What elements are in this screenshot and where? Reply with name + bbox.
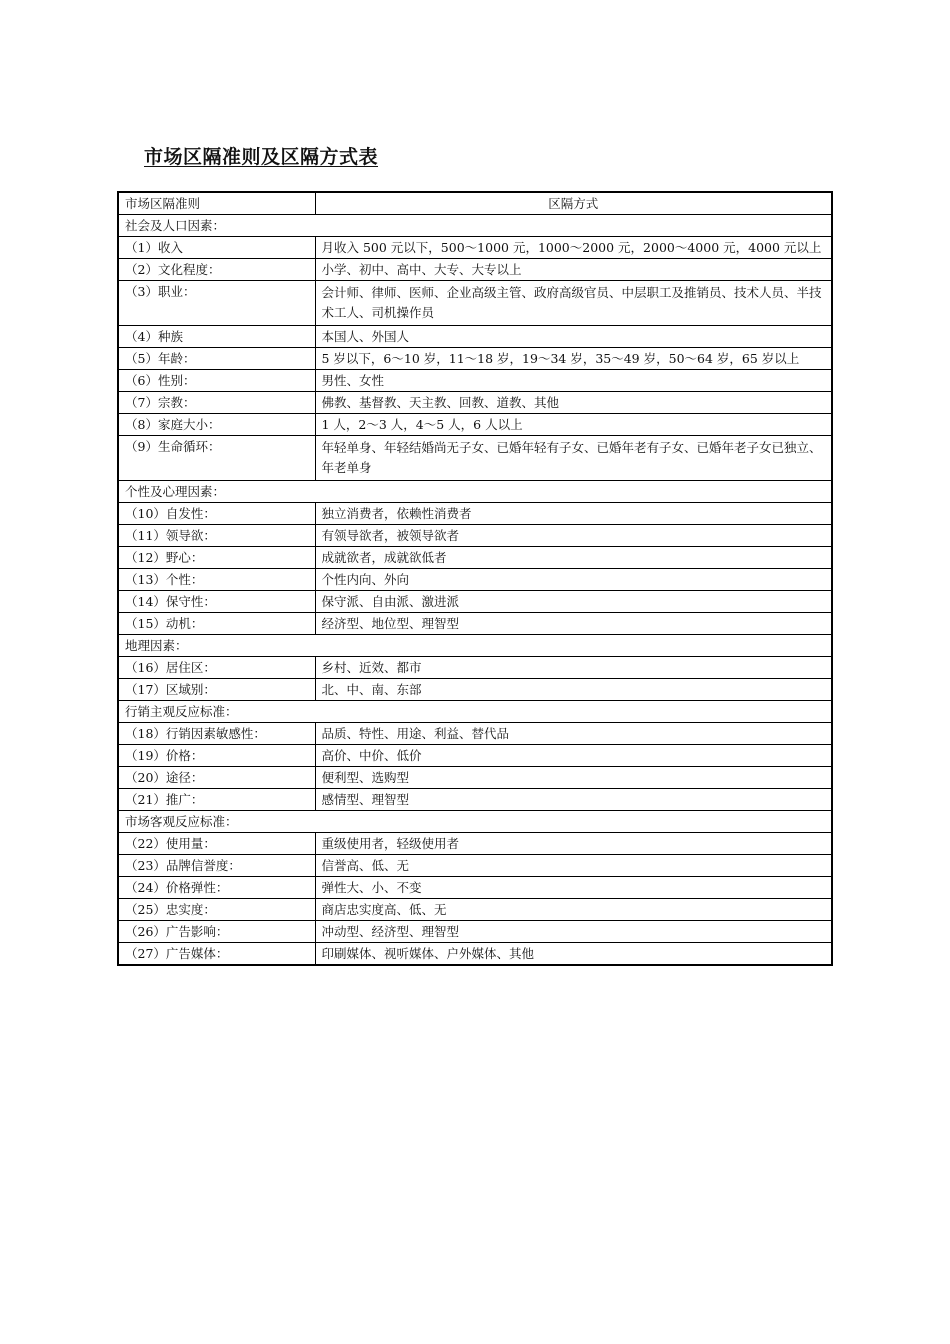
- table-row: [118, 789, 832, 811]
- criterion-cell: （25）忠实度：: [118, 899, 315, 921]
- table-row: [118, 414, 832, 436]
- criterion-cell: （20）途径：: [118, 767, 315, 789]
- criterion-cell: （26）广告影响：: [118, 921, 315, 943]
- method-cell: 佛教、基督教、天主教、回教、道教、其他: [315, 392, 832, 414]
- table-row: [118, 943, 832, 966]
- method-cell: 商店忠实度高、低、无: [315, 899, 832, 921]
- method-cell: 便利型、选购型: [315, 767, 832, 789]
- criterion-cell: （15）动机：: [118, 613, 315, 635]
- method-cell: 重级使用者，轻级使用者: [315, 833, 832, 855]
- method-cell: 品质、特性、用途、利益、替代品: [315, 723, 832, 745]
- table-row: [118, 370, 832, 392]
- table-row: [118, 679, 832, 701]
- table-row: [118, 723, 832, 745]
- segmentation-table: [117, 191, 833, 966]
- table-row: [118, 833, 832, 855]
- method-cell: 有领导欲者，被领导欲者: [315, 525, 832, 547]
- method-cell: 本国人、外国人: [315, 326, 832, 348]
- method-cell: 成就欲者，成就欲低者: [315, 547, 832, 569]
- table-row: [118, 569, 832, 591]
- criterion-cell: （11）领导欲：: [118, 525, 315, 547]
- criterion-cell: （6）性别：: [118, 370, 315, 392]
- method-cell: 经济型、地位型、理智型: [315, 613, 832, 635]
- method-cell: 小学、初中、高中、大专、大专以上: [315, 259, 832, 281]
- criterion-cell: （4）种族: [118, 326, 315, 348]
- table-row: [118, 547, 832, 569]
- criterion-cell: （9）生命循环：: [118, 436, 315, 481]
- table-row: [118, 436, 832, 481]
- criterion-cell: （1）收入: [118, 237, 315, 259]
- table-row: [118, 281, 832, 326]
- criterion-cell: （23）品牌信誉度：: [118, 855, 315, 877]
- category-row: [118, 701, 832, 723]
- method-cell: 乡村、近效、都市: [315, 657, 832, 679]
- table-row: [118, 326, 832, 348]
- segmentation-table-body: [118, 192, 832, 965]
- category-label: 市场客观反应标准：: [118, 811, 832, 833]
- table-row: [118, 525, 832, 547]
- method-cell: 印刷媒体、视听媒体、户外媒体、其他: [315, 943, 832, 966]
- criterion-cell: （24）价格弹性：: [118, 877, 315, 899]
- criterion-cell: （13）个性：: [118, 569, 315, 591]
- table-row: [118, 899, 832, 921]
- table-header-row: [118, 192, 832, 215]
- table-row: [118, 613, 832, 635]
- table-row: [118, 392, 832, 414]
- method-cell: 信誉高、低、无: [315, 855, 832, 877]
- category-row: [118, 635, 832, 657]
- table-row: [118, 745, 832, 767]
- method-cell: 年轻单身、年轻结婚尚无子女、已婚年轻有子女、已婚年老有子女、已婚年老子女已独立、年老单身: [315, 436, 832, 481]
- method-cell: 保守派、自由派、激进派: [315, 591, 832, 613]
- category-row: [118, 481, 832, 503]
- criterion-cell: （7）宗教：: [118, 392, 315, 414]
- criterion-cell: （27）广告媒体：: [118, 943, 315, 966]
- method-cell: 北、中、南、东部: [315, 679, 832, 701]
- method-cell: 会计师、律师、医师、企业高级主管、政府高级官员、中层职工及推销员、技术人员、半技术工人、司机操作员: [315, 281, 832, 326]
- table-row: [118, 767, 832, 789]
- table-row: [118, 657, 832, 679]
- page-title: 市场区隔准则及区隔方式表: [144, 146, 379, 168]
- method-cell: 感情型、理智型: [315, 789, 832, 811]
- method-cell: 弹性大、小、不变: [315, 877, 832, 899]
- criterion-cell: （3）职业：: [118, 281, 315, 326]
- category-row: [118, 215, 832, 237]
- criterion-cell: （2）文化程度：: [118, 259, 315, 281]
- table-row: [118, 259, 832, 281]
- criterion-cell: （10）自发性：: [118, 503, 315, 525]
- category-label: 行销主观反应标准：: [118, 701, 832, 723]
- table-row: [118, 237, 832, 259]
- criterion-cell: （8）家庭大小：: [118, 414, 315, 436]
- criterion-cell: （22）使用量：: [118, 833, 315, 855]
- criterion-cell: （16）居住区：: [118, 657, 315, 679]
- category-label: 地理因素：: [118, 635, 832, 657]
- criterion-cell: （14）保守性：: [118, 591, 315, 613]
- category-label: 社会及人口因素：: [118, 215, 832, 237]
- criterion-cell: （5）年龄：: [118, 348, 315, 370]
- method-cell: 男性、女性: [315, 370, 832, 392]
- header-criterion: 市场区隔准则: [118, 192, 315, 215]
- category-label: 个性及心理因素：: [118, 481, 832, 503]
- table-row: [118, 877, 832, 899]
- criterion-cell: （21）推广：: [118, 789, 315, 811]
- criterion-cell: （12）野心：: [118, 547, 315, 569]
- method-cell: 5 岁以下，6～10 岁，11～18 岁，19～34 岁，35～49 岁，50～64 岁，65 岁以上: [315, 348, 832, 370]
- criterion-cell: （19）价格：: [118, 745, 315, 767]
- category-row: [118, 811, 832, 833]
- table-row: [118, 855, 832, 877]
- method-cell: 月收入 500 元以下，500～1000 元，1000～2000 元，2000～4000 元，4000 元以上: [315, 237, 832, 259]
- method-cell: 1 人，2～3 人，4～5 人，6 人以上: [315, 414, 832, 436]
- method-cell: 个性内向、外向: [315, 569, 832, 591]
- table-row: [118, 921, 832, 943]
- table-row: [118, 348, 832, 370]
- method-cell: 独立消费者，依赖性消费者: [315, 503, 832, 525]
- table-row: [118, 591, 832, 613]
- method-cell: 冲动型、经济型、理智型: [315, 921, 832, 943]
- header-method: 区隔方式: [315, 192, 832, 215]
- table-row: [118, 503, 832, 525]
- criterion-cell: （18）行销因素敏感性：: [118, 723, 315, 745]
- criterion-cell: （17）区域别：: [118, 679, 315, 701]
- method-cell: 高价、中价、低价: [315, 745, 832, 767]
